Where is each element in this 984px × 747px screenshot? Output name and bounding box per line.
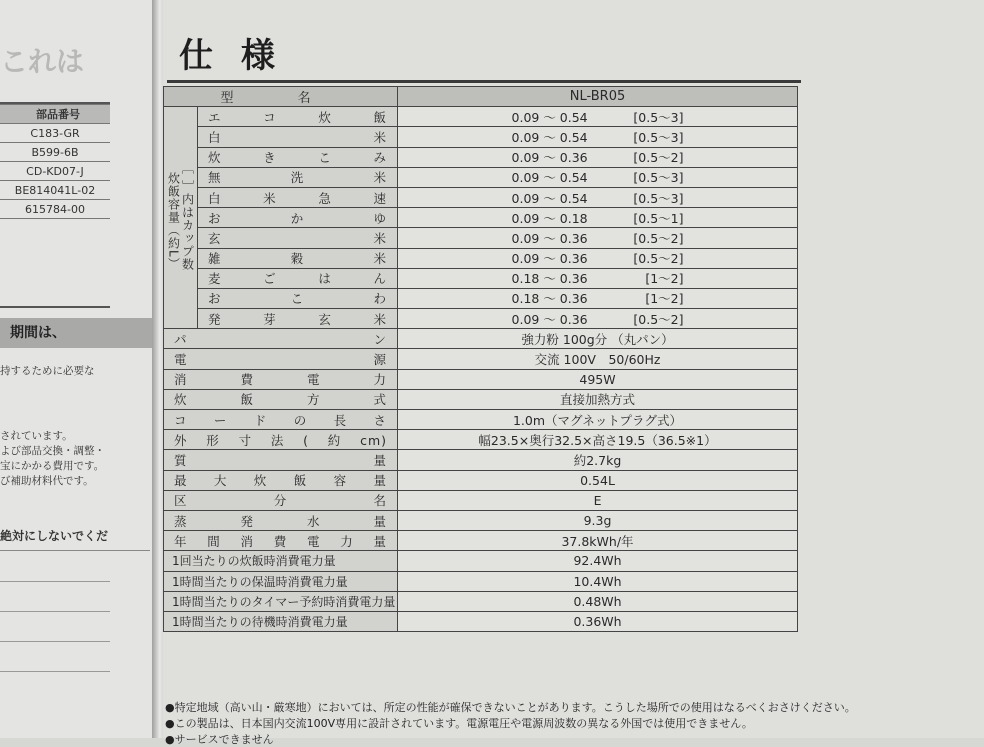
divider bbox=[0, 581, 110, 582]
spec-row bbox=[164, 510, 798, 530]
capacity-value bbox=[398, 147, 798, 167]
capacity-group-title: 炊飯容量（約L） bbox=[166, 171, 181, 271]
spec-label: 外形寸法(約cm) bbox=[164, 430, 398, 450]
energy-row bbox=[164, 551, 798, 571]
capacity-cups: [0.5～2] bbox=[633, 311, 684, 327]
energy-value: 0.48Wh bbox=[398, 591, 798, 611]
body-text: び補助材料代です。 bbox=[0, 475, 94, 487]
part-number: BE814041L-02 bbox=[0, 181, 110, 200]
page-title: 仕 様 bbox=[179, 36, 283, 76]
note-line: ●サービスできません bbox=[165, 733, 274, 746]
capacity-mode-label: 雑穀米 bbox=[198, 248, 398, 268]
energy-label: 1回当たりの炊飯時消費電力量 bbox=[164, 551, 398, 571]
capacity-mode-label: 炊きこみ bbox=[198, 147, 398, 167]
body-text: よび部品交換・調整・ bbox=[0, 445, 105, 457]
capacity-mode-label: 白米 bbox=[198, 127, 398, 147]
capacity-value bbox=[398, 187, 798, 207]
capacity-value bbox=[398, 268, 798, 288]
capacity-mode-label: 麦ごはん bbox=[198, 268, 398, 288]
spec-label: 電源 bbox=[164, 349, 398, 369]
capacity-value bbox=[398, 167, 798, 187]
capacity-row bbox=[164, 288, 798, 308]
spec-value: 9.3g bbox=[398, 510, 798, 530]
energy-label: 1時間当たりのタイマー予約時消費電力量 bbox=[164, 591, 398, 611]
spec-label: 最大炊飯容量 bbox=[164, 470, 398, 490]
left-page-box bbox=[0, 550, 150, 731]
capacity-value bbox=[398, 309, 798, 329]
capacity-group-note: ［ ］内はカップ数 bbox=[180, 161, 195, 271]
spec-value: 直接加熱方式 bbox=[398, 389, 798, 409]
spec-row bbox=[164, 450, 798, 470]
divider bbox=[0, 671, 110, 672]
capacity-row bbox=[164, 187, 798, 207]
spec-label: 消費電力 bbox=[164, 369, 398, 389]
capacity-range: 0.09 ～ 0.36 bbox=[511, 311, 588, 327]
capacity-row bbox=[164, 127, 798, 147]
capacity-range: 0.09 ～ 0.36 bbox=[511, 230, 588, 246]
header-row bbox=[164, 87, 798, 107]
capacity-cups: [0.5～3] bbox=[633, 190, 684, 206]
capacity-cups: [0.5～3] bbox=[633, 109, 684, 125]
energy-value: 0.36Wh bbox=[398, 611, 798, 631]
note-line: ●特定地域（高い山・厳寒地）においては、所定の性能が確保できないことがあります。こうした場所での使用はなるべくおさけください。 bbox=[165, 701, 856, 714]
capacity-cups: [1～2] bbox=[645, 271, 684, 287]
capacity-cups: [0.5～2] bbox=[633, 150, 684, 166]
capacity-row bbox=[164, 268, 798, 288]
spec-value: 0.54L bbox=[398, 470, 798, 490]
energy-value: 10.4Wh bbox=[398, 571, 798, 591]
spec-row bbox=[164, 531, 798, 551]
model-label: 型 名 bbox=[164, 87, 398, 107]
spec-label: 蒸発水量 bbox=[164, 510, 398, 530]
energy-label: 1時間当たりの保温時消費電力量 bbox=[164, 571, 398, 591]
part-number: 615784-00 bbox=[0, 200, 110, 219]
capacity-cups: [0.5～3] bbox=[633, 129, 684, 145]
parts-header: 部品番号 bbox=[0, 105, 110, 124]
spec-table bbox=[163, 86, 798, 632]
model-value: NL-BR05 bbox=[398, 87, 798, 107]
section-bar: 期間は、 bbox=[0, 318, 156, 348]
capacity-range: 0.09 ～ 0.54 bbox=[511, 109, 588, 125]
divider bbox=[0, 306, 110, 308]
capacity-row bbox=[164, 167, 798, 187]
body-text: 宝にかかる費用です。 bbox=[0, 460, 105, 472]
parts-table bbox=[0, 104, 110, 219]
capacity-value bbox=[398, 127, 798, 147]
spec-label: 炊飯方式 bbox=[164, 389, 398, 409]
spec-page bbox=[163, 0, 984, 746]
capacity-range: 0.09 ～ 0.54 bbox=[511, 129, 588, 145]
energy-value: 92.4Wh bbox=[398, 551, 798, 571]
spec-label: 質量 bbox=[164, 450, 398, 470]
capacity-row bbox=[164, 228, 798, 248]
spec-label: コードの長さ bbox=[164, 410, 398, 430]
spec-row bbox=[164, 470, 798, 490]
capacity-mode-label: おかゆ bbox=[198, 208, 398, 228]
spec-label: 区分名 bbox=[164, 490, 398, 510]
capacity-cups: [1～2] bbox=[645, 291, 684, 307]
spec-row bbox=[164, 329, 798, 349]
capacity-mode-label: 無洗米 bbox=[198, 167, 398, 187]
divider bbox=[0, 641, 110, 642]
spec-label: 年間消費電力量 bbox=[164, 531, 398, 551]
spec-value: 37.8kWh/年 bbox=[398, 531, 798, 551]
energy-row bbox=[164, 591, 798, 611]
note-line: ●この製品は、日本国内交流100V専用に設計されています。電源電圧や電源周波数の異なる外国では使用できません。 bbox=[165, 717, 753, 730]
capacity-range: 0.18 ～ 0.36 bbox=[511, 271, 588, 287]
capacity-value bbox=[398, 107, 798, 127]
part-number: B599-6B bbox=[0, 143, 110, 162]
spec-value: 幅23.5×奥行32.5×高さ19.5（36.5※1） bbox=[398, 430, 798, 450]
capacity-range: 0.09 ～ 0.36 bbox=[511, 251, 588, 267]
spec-value: 約2.7kg bbox=[398, 450, 798, 470]
energy-label: 1時間当たりの待機時消費電力量 bbox=[164, 611, 398, 631]
capacity-value bbox=[398, 228, 798, 248]
spec-value: E bbox=[398, 490, 798, 510]
capacity-row bbox=[164, 309, 798, 329]
spec-row bbox=[164, 430, 798, 450]
spec-value: 交流 100V 50/60Hz bbox=[398, 349, 798, 369]
divider bbox=[0, 611, 110, 612]
part-number: CD-KD07-J bbox=[0, 162, 110, 181]
capacity-range: 0.18 ～ 0.36 bbox=[511, 291, 588, 307]
spec-value: 強力粉 100g分 （丸パン） bbox=[398, 329, 798, 349]
warning-text: 絶対にしないでくだ bbox=[0, 529, 109, 543]
capacity-row bbox=[164, 208, 798, 228]
spec-value: 495W bbox=[398, 369, 798, 389]
capacity-range: 0.09 ～ 0.36 bbox=[511, 150, 588, 166]
left-facing-page bbox=[0, 0, 156, 738]
capacity-cups: [0.5～3] bbox=[633, 170, 684, 186]
body-text: 持するために必要な bbox=[0, 365, 95, 377]
capacity-cups: [0.5～2] bbox=[633, 230, 684, 246]
capacity-mode-label: エコ炊飯 bbox=[198, 107, 398, 127]
capacity-value bbox=[398, 288, 798, 308]
capacity-cups: [0.5～1] bbox=[633, 210, 684, 226]
capacity-value bbox=[398, 248, 798, 268]
energy-row bbox=[164, 611, 798, 631]
capacity-mode-label: おこわ bbox=[198, 288, 398, 308]
capacity-range: 0.09 ～ 0.54 bbox=[511, 170, 588, 186]
capacity-range: 0.09 ～ 0.54 bbox=[511, 190, 588, 206]
capacity-range: 0.09 ～ 0.18 bbox=[511, 210, 588, 226]
spec-label: パン bbox=[164, 329, 398, 349]
part-number: C183-GR bbox=[0, 124, 110, 143]
title-rule bbox=[167, 80, 801, 83]
body-text: されています。 bbox=[0, 430, 73, 442]
capacity-mode-label: 発芽玄米 bbox=[198, 309, 398, 329]
capacity-group-label bbox=[164, 107, 198, 329]
spec-row bbox=[164, 410, 798, 430]
capacity-mode-label: 玄米 bbox=[198, 228, 398, 248]
spec-row bbox=[164, 349, 798, 369]
capacity-row bbox=[164, 107, 798, 127]
spec-value: 1.0m（マグネットプラグ式） bbox=[398, 410, 798, 430]
capacity-cups: [0.5～2] bbox=[633, 251, 684, 267]
capacity-row bbox=[164, 147, 798, 167]
capacity-mode-label: 白米急速 bbox=[198, 187, 398, 207]
spec-row bbox=[164, 490, 798, 510]
energy-row bbox=[164, 571, 798, 591]
spec-row bbox=[164, 389, 798, 409]
spec-row bbox=[164, 369, 798, 389]
capacity-value bbox=[398, 208, 798, 228]
left-page-heading: これは bbox=[0, 45, 85, 78]
capacity-row bbox=[164, 248, 798, 268]
